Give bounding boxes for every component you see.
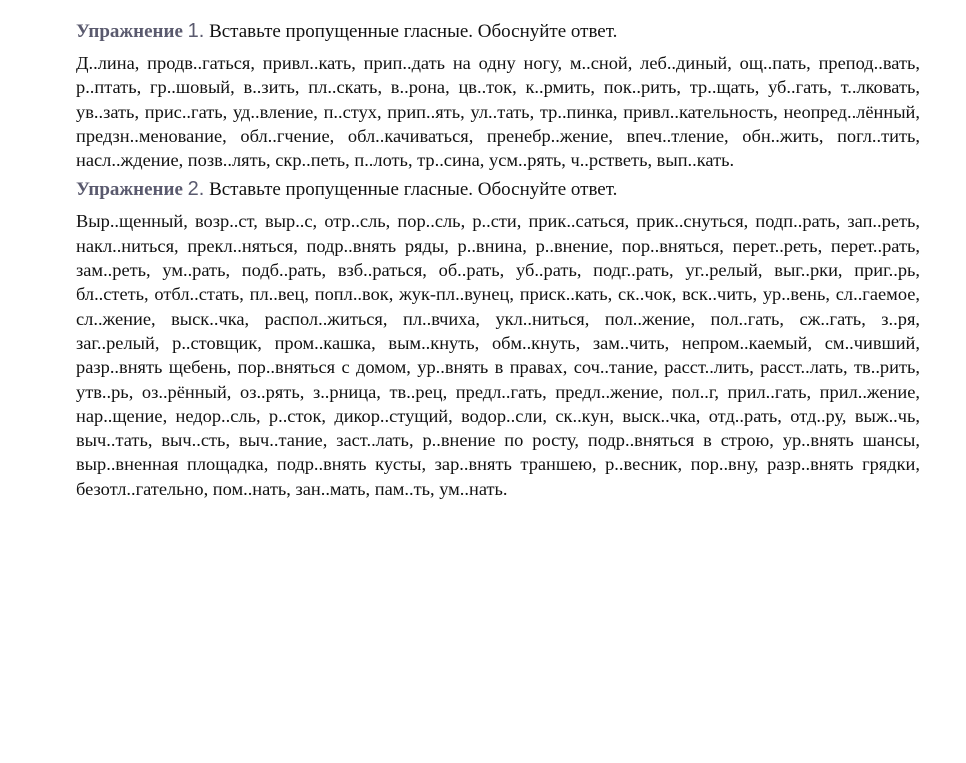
exercise-1-heading xyxy=(76,18,920,45)
exercise-1-text: Д..лина, продв..гаться, привл..кать, прип..дать на одну ногу, м..сной, леб..диный, ощ..пать, препод..вать, р..птать, гр..шовый, в..зить, пл..скать, в..рона, цв..ток, к..рмить, пок..рить, тр..щать, уб..гать, т..лковать, ув..зать, прис..гать, уд..вление, п..стух, прип..ять, ул..тать, тр..пинка, привл..кательность, неопред..лённый, предзн..менование, обл..гчение, обл..качиваться, пренебр..жение, впеч..тление, обн..жить, погл..тить, насл..ждение, позв..лять, скр..петь, п..лоть, тр..сина, усм..рять, ч..рстветь, вып..кать. xyxy=(76,53,920,171)
exercise-2-title: Упражнение xyxy=(76,179,183,201)
exercise-2-heading xyxy=(76,176,920,203)
exercise-2-text: Выр..щенный, возр..ст, выр..с, отр..сль, пор..сль, р..сти, прик..саться, прик..снуться, подп..рать, зап..реть, накл..ниться, прекл..няться, подр..внять ряды, р..внина, р..внение, пор..вняться, перет..реть, перет..рать, зам..реть, ум..рать, подб..рать, взб..раться, об..рать, уб..рать, подг..рать, уг..релый, выг..рки, приг..рь, бл..стеть, отбл..стать, пл..вец, попл..вок, жук-пл..вунец, приск..кать, ск..чок, вск..чить, ур..вень, сл..гаемое, сл..жение, выск..чка, распол..житься, пл..вчиха, укл..ниться, пол..жение, пол..гать, сж..гать, з..ря, заг..релый, р..стовщик, пром..кашка, вым..кнуть, обм..кнуть, зам..чить, непром..каемый, см..чивший, разр..внять щебень, пор..вняться с домом, ур..внять в правах, соч..тание, расст..лить, расст..лать, тв..рить, утв..рь, оз..рённый, оз..рять, з..рница, тв..рец, предл..гать, предл..жение, пол..г, прил..гать, прил..жение, нар..щение, недор..сль, р..сток, дикор..стущий, водор..сли, ск..кун, выск..чка, отд..рать, отд..ру, выж..чь, выч..тать, выч..сть, выч..тание, заст..лать, р..внение по росту, подр..вняться в строю, ур..внять шансы, выр..вненная площадка, подр..внять кусты, зар..внять траншею, р..весник, пор..вну, разр..внять грядки, безотл..гательно, пом..нать, зан..мать, пам..ть, ум..нать. xyxy=(76,211,920,499)
exercise-1-task: Вставьте пропущенные гласные. Обоснуйте ответ. xyxy=(209,21,618,42)
exercise-2-number: 2. xyxy=(187,178,205,201)
exercise-1-title: Упражнение xyxy=(76,21,183,42)
exercise-1-number: 1. xyxy=(187,20,205,42)
exercise-2-task: Вставьте пропущенные гласные. Обоснуйте ответ. xyxy=(209,179,618,201)
document-page xyxy=(76,18,920,505)
